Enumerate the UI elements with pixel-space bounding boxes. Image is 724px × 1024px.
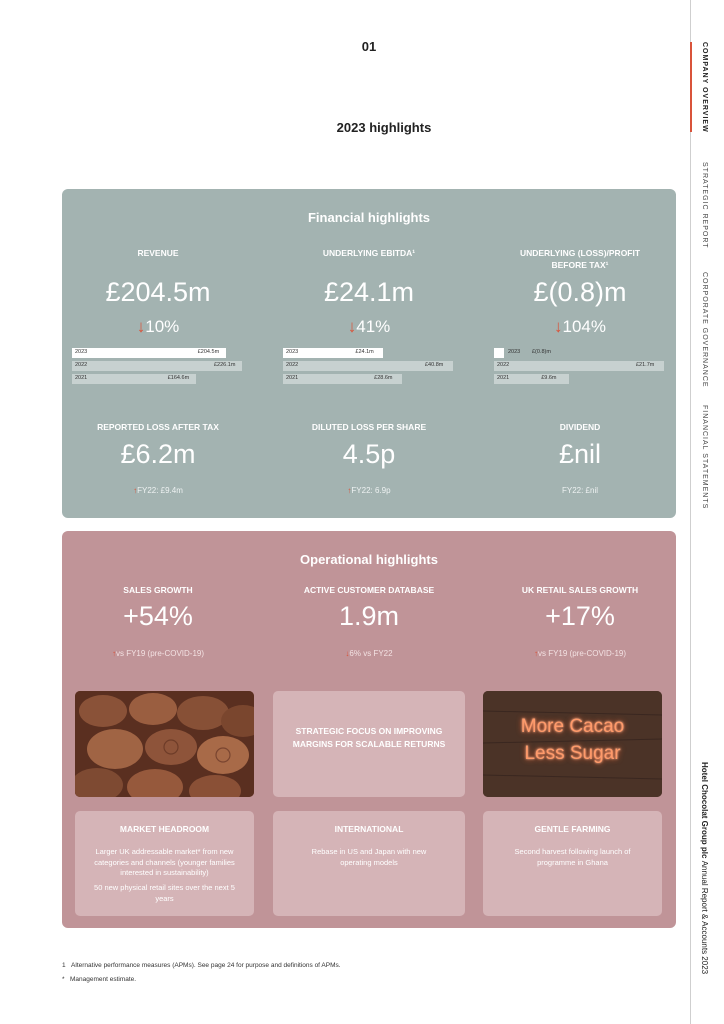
market-headroom-text: Larger UK addressable market* from new categories and channels (younger families interested in sustainability) [94, 847, 235, 877]
customer-database-note-text: 6% vs FY22 [349, 649, 393, 658]
diluted-loss-label: DILUTED LOSS PER SHARE [311, 422, 427, 432]
financial-highlights-title: Financial highlights [307, 210, 431, 225]
sales-growth-note [68, 649, 248, 658]
ebitda-change-value: 41% [356, 317, 391, 336]
down-arrow-icon: ↓ [347, 317, 357, 336]
bar-2023 [494, 348, 504, 358]
bar-value-label: £226.1m [214, 362, 236, 368]
nav-strategic-report[interactable]: STRATEGIC REPORT [701, 162, 708, 249]
financial-highlights-panel [62, 189, 676, 518]
customer-database-label: ACTIVE CUSTOMER DATABASE [303, 585, 435, 595]
bar-year-label: 2022 [286, 362, 299, 368]
up-arrow-icon: ↑ [111, 649, 116, 658]
bar-year-label: 2021 [286, 375, 299, 381]
nav-company-overview[interactable]: COMPANY OVERVIEW [701, 42, 708, 133]
up-arrow-icon: ↑ [133, 486, 138, 495]
bar-year-label: 2021 [497, 375, 510, 381]
bar-year-label: 2022 [497, 362, 510, 368]
pbt-label-line1: UNDERLYING (LOSS)/PROFIT [519, 248, 641, 258]
footnote-text: Alternative performance measures (APMs). See page 24 for purpose and definitions of APMs. [71, 962, 341, 969]
loss-after-tax-value: £6.2m [120, 439, 196, 469]
diluted-loss-note [279, 486, 459, 495]
neon-sign-image [483, 691, 662, 797]
ebitda-bar-chart [283, 348, 455, 387]
section-nav [690, 0, 720, 1024]
revenue-change [68, 317, 248, 337]
page-number: 01 [361, 39, 377, 54]
chocolate-discs-image [75, 691, 254, 797]
diluted-loss-note-text: FY22: 6.9p [351, 486, 391, 495]
revenue-value: £204.5m [105, 277, 211, 307]
bar-row-2022 [283, 361, 455, 373]
loss-after-tax-label: REPORTED LOSS AFTER TAX [97, 422, 219, 432]
nav-corporate-governance[interactable]: CORPORATE GOVERNANCE [701, 272, 708, 388]
footnote-text: Management estimate. [69, 976, 137, 983]
bar-year-label: 2023 [508, 349, 521, 355]
bar-year-label: 2023 [75, 349, 88, 355]
diluted-loss-value: 4.5p [342, 439, 396, 469]
bar-year-label: 2021 [75, 375, 88, 381]
footnote-apm [62, 962, 341, 969]
bar-value-label: £28.6m [374, 375, 393, 381]
market-headroom-tile [75, 811, 254, 916]
customer-database-note [279, 649, 459, 658]
ebitda-value: £24.1m [323, 277, 415, 307]
pbt-value: £(0.8)m [533, 277, 627, 307]
revenue-label: REVENUE [137, 248, 179, 258]
bar-value-label: £40.8m [425, 362, 444, 368]
page-title: 2023 highlights [336, 120, 432, 135]
uk-retail-growth-note [490, 649, 670, 658]
bar-row-2022 [72, 361, 244, 373]
bar-row-2023 [72, 348, 244, 360]
uk-retail-growth-label: UK RETAIL SALES GROWTH [521, 585, 639, 595]
bar-value-label: £(0.8)m [532, 349, 551, 355]
strategic-focus-tile [273, 691, 465, 797]
bar-row-2021 [72, 374, 244, 386]
loss-after-tax-note [68, 486, 248, 495]
chocolate-discs-illustration [75, 691, 254, 797]
bar-row-2021 [494, 374, 666, 386]
down-arrow-icon: ↓ [345, 649, 350, 658]
market-headroom-title: MARKET HEADROOM [119, 824, 210, 834]
operational-highlights-panel [62, 531, 676, 928]
international-title: INTERNATIONAL [334, 824, 404, 834]
report-name: Annual Report & Accounts 2023 [700, 860, 709, 975]
sales-growth-note-text: vs FY19 (pre-COVID-19) [115, 649, 205, 658]
pbt-change [490, 317, 670, 337]
report-footer [700, 762, 709, 974]
revenue-bar-chart [72, 348, 244, 387]
bar-value-label: £164.6m [167, 375, 190, 381]
gentle-farming-title: GENTLE FARMING [534, 824, 611, 834]
international-text: Rebase in US and Japan with new operating models [311, 847, 427, 867]
dividend-value: £nil [558, 439, 602, 469]
bar-value-label: £21.7m [636, 362, 655, 368]
bar-row-2023 [283, 348, 455, 360]
bar-value-label: £24.1m [355, 349, 374, 355]
revenue-change-value: 10% [145, 317, 180, 336]
ebitda-change [279, 317, 459, 337]
pbt-label-line2: BEFORE TAX¹ [551, 260, 609, 270]
bar-row-2021 [283, 374, 455, 386]
bar-year-label: 2022 [75, 362, 88, 368]
neon-line-2: Less Sugar [524, 743, 621, 764]
gentle-farming-tile [483, 811, 662, 916]
nav-financial-statements[interactable]: FINANCIAL STATEMENTS [701, 405, 708, 510]
pbt-bar-chart [494, 348, 666, 387]
bar-row-2022 [494, 361, 666, 373]
bar-value-label: £204.5m [197, 349, 220, 355]
international-tile [273, 811, 465, 916]
gentle-farming-text: Second harvest following launch of programme in Ghana [514, 847, 631, 867]
market-headroom-text-2: 50 new physical retail sites over the next 5 years [94, 883, 235, 903]
pbt-change-value: 104% [562, 317, 606, 336]
uk-retail-growth-note-text: vs FY19 (pre-COVID-19) [537, 649, 627, 658]
footnote-estimate [62, 976, 136, 983]
company-name: Hotel Chocolat Group plc [700, 762, 709, 859]
bar-row-2023 [494, 348, 666, 360]
dividend-label: DIVIDEND [559, 422, 601, 432]
sales-growth-value: +54% [123, 601, 193, 631]
ebitda-label: UNDERLYING EBITDA¹ [322, 248, 416, 258]
customer-database-value: 1.9m [338, 601, 400, 631]
down-arrow-icon: ↓ [554, 317, 563, 336]
bar-year-label: 2023 [286, 349, 299, 355]
active-section-indicator [690, 42, 692, 132]
sales-growth-label: SALES GROWTH [123, 585, 193, 595]
bar-value-label: £9.6m [541, 375, 557, 381]
up-arrow-icon: ↑ [533, 649, 538, 658]
footnote-mark: * [62, 976, 65, 983]
loss-after-tax-note-text: FY22: £9.4m [137, 486, 183, 495]
dividend-note: FY22: £nil [561, 486, 599, 495]
operational-highlights-title: Operational highlights [300, 552, 438, 567]
strategic-focus-text: STRATEGIC FOCUS ON IMPROVING MARGINS FOR SCALABLE RETURNS [292, 726, 446, 749]
neon-line-1: More Cacao [520, 716, 625, 737]
down-arrow-icon: ↓ [136, 317, 146, 336]
footnote-mark: 1 [62, 962, 66, 969]
pbt-label [490, 247, 670, 271]
uk-retail-growth-value: +17% [545, 601, 615, 631]
up-arrow-icon: ↑ [347, 486, 352, 495]
